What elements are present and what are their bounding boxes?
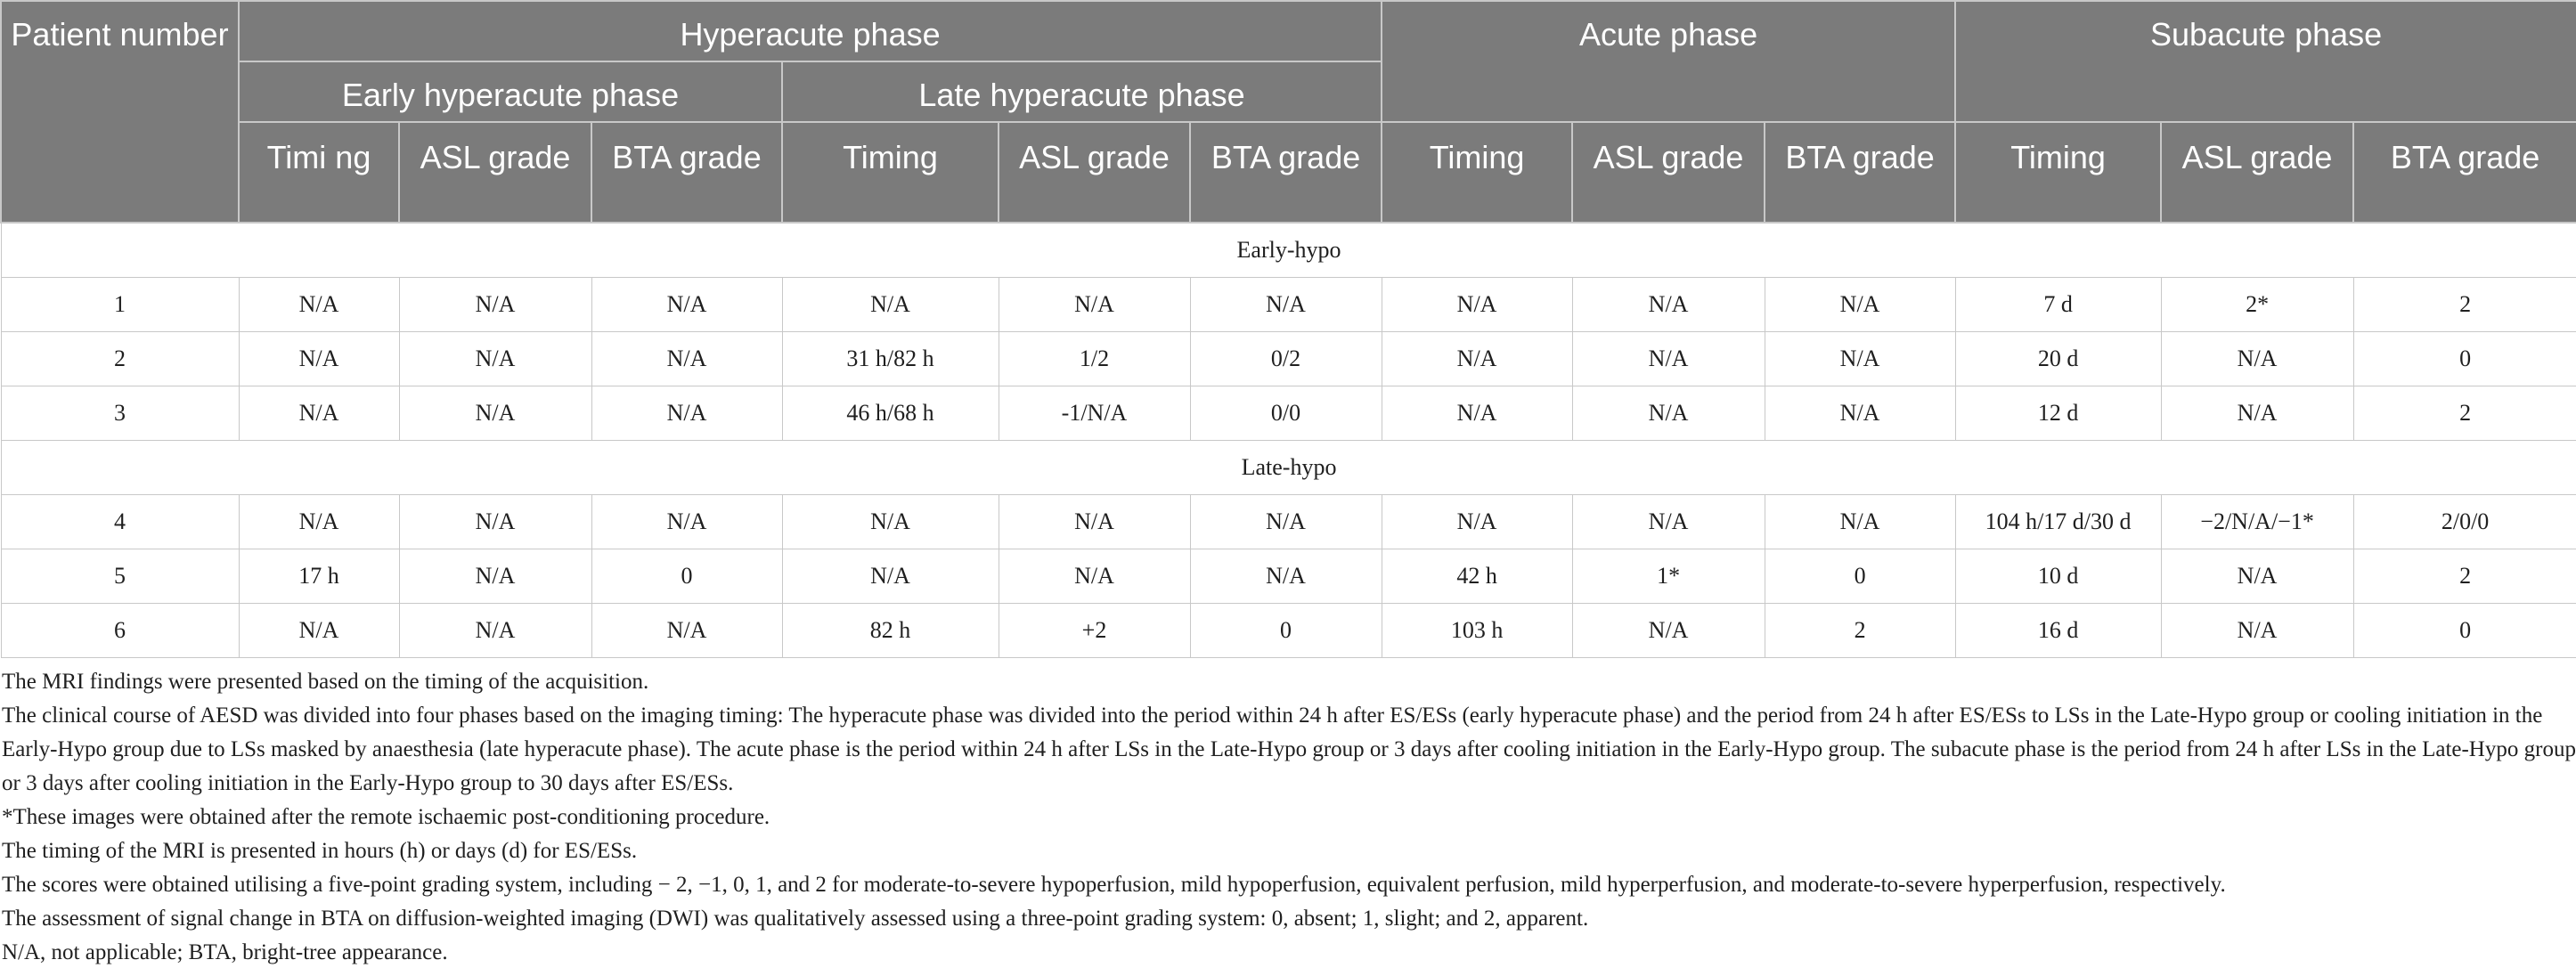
table-cell: 46 h/68 h [782, 386, 999, 441]
late-hyperacute-header: Late hyperacute phase [782, 61, 1382, 122]
table-row [1, 386, 2576, 441]
table-row [1, 278, 2576, 332]
table-cell: N/A [239, 604, 399, 658]
table-cell: 2/0/0 [2353, 495, 2576, 549]
table-cell: N/A [399, 549, 591, 604]
table-cell: 12 d [1955, 386, 2161, 441]
table-cell: N/A [239, 386, 399, 441]
col-header: BTA grade [591, 122, 782, 223]
acute-phase-header: Acute phase [1382, 1, 1955, 122]
table-cell: 1/2 [999, 332, 1190, 386]
table-cell: N/A [999, 278, 1190, 332]
table-cell: N/A [591, 604, 782, 658]
col-header: ASL grade [2161, 122, 2353, 223]
table-row [1, 549, 2576, 604]
footnote: The clinical course of AESD was divided into four phases based on the imaging timing: The hyperacute phase was divided into the period within 24 h after ES/ESs (early hyperacute phase) and the period from 24 h after ES/ESs to LSs in the Late-Hypo group or cooling initiation in the Early-Hypo group due to LSs masked by anaesthesia (late hyperacute phase). The acute phase is the period within 24 h after LSs in the Late-Hypo group or 3 days after cooling initiation in the Early-Hypo group. The subacute phase is the period from 24 h after LSs in the Late-Hypo group or 3 days after cooling initiation in the Early-Hypo group to 30 days after ES/ESs. [2, 704, 2576, 795]
col-header: BTA grade [1190, 122, 1382, 223]
table-cell: 0 [2353, 332, 2576, 386]
patient-id-cell: 2 [1, 332, 239, 386]
table-cell: 0 [2353, 604, 2576, 658]
patient-number-header: Patient number [1, 1, 239, 223]
table-cell: −2/N/A/−1* [2161, 495, 2353, 549]
table-cell: 31 h/82 h [782, 332, 999, 386]
table-cell: N/A [999, 495, 1190, 549]
table-cell: N/A [591, 332, 782, 386]
table-cell: N/A [1765, 278, 1955, 332]
table-cell: 2 [1765, 604, 1955, 658]
table-cell: N/A [1382, 332, 1572, 386]
footnote: The scores were obtained utilising a five-point grading system, including − 2, −1, 0, 1, and 2 for moderate-to-severe hypoperfusion, mild hypoperfusion, equivalent perfusion, mild hyperperfusion, and moderate-to-severe hyperperfusion, respectively. [2, 873, 2226, 897]
group-label: Early-hypo [1, 223, 2576, 278]
table-cell: +2 [999, 604, 1190, 658]
col-header: BTA grade [1765, 122, 1955, 223]
group-row [1, 223, 2576, 278]
patient-id-cell: 5 [1, 549, 239, 604]
table-cell: 42 h [1382, 549, 1572, 604]
table-cell: 2 [2353, 549, 2576, 604]
col-header: BTA grade [2353, 122, 2576, 223]
patient-id-cell: 1 [1, 278, 239, 332]
table-footnotes [0, 658, 2576, 970]
group-label: Late-hypo [1, 441, 2576, 495]
table-cell: N/A [1765, 332, 1955, 386]
table-cell: N/A [239, 332, 399, 386]
table-cell: N/A [1572, 495, 1765, 549]
col-header: Timing [782, 122, 999, 223]
table-cell: N/A [782, 495, 999, 549]
table-cell: 10 d [1955, 549, 2161, 604]
table-cell: 2 [2353, 278, 2576, 332]
table-cell: 82 h [782, 604, 999, 658]
col-header: ASL grade [399, 122, 591, 223]
table-cell: 1* [1572, 549, 1765, 604]
patient-id-cell: 4 [1, 495, 239, 549]
early-hyperacute-header: Early hyperacute phase [239, 61, 782, 122]
table-cell: 0/2 [1190, 332, 1382, 386]
table-cell: N/A [2161, 549, 2353, 604]
table-cell: N/A [782, 278, 999, 332]
table-cell: N/A [2161, 604, 2353, 658]
col-header: ASL grade [1572, 122, 1765, 223]
patient-id-cell: 6 [1, 604, 239, 658]
table-cell: N/A [1382, 386, 1572, 441]
table-cell: 2 [2353, 386, 2576, 441]
col-header: Timing [1955, 122, 2161, 223]
table-cell: N/A [591, 495, 782, 549]
table-cell: N/A [1572, 278, 1765, 332]
col-header: ASL grade [999, 122, 1190, 223]
table-cell: 17 h [239, 549, 399, 604]
table-cell: N/A [399, 332, 591, 386]
footnote: The timing of the MRI is presented in hours (h) or days (d) for ES/ESs. [2, 839, 638, 863]
table-cell: N/A [999, 549, 1190, 604]
table-cell: N/A [1382, 278, 1572, 332]
table-cell: N/A [1382, 495, 1572, 549]
table-cell: N/A [239, 495, 399, 549]
table-cell: N/A [239, 278, 399, 332]
table-cell: 20 d [1955, 332, 2161, 386]
table-cell: N/A [1765, 495, 1955, 549]
table-cell: 2* [2161, 278, 2353, 332]
table-cell: N/A [399, 278, 591, 332]
table-cell: 104 h/17 d/30 d [1955, 495, 2161, 549]
footnote: N/A, not applicable; BTA, bright-tree appearance. [2, 940, 448, 964]
hyperacute-phase-header: Hyperacute phase [239, 1, 1382, 61]
col-header: Timi ng [239, 122, 399, 223]
table-cell: 0 [1765, 549, 1955, 604]
footnote: The MRI findings were presented based on the timing of the acquisition. [2, 670, 649, 694]
table-row [1, 604, 2576, 658]
subacute-phase-header: Subacute phase [1955, 1, 2576, 122]
table-cell: 7 d [1955, 278, 2161, 332]
table-cell: N/A [1190, 278, 1382, 332]
footnote: *These images were obtained after the remote ischaemic post-conditioning procedure. [2, 805, 770, 829]
table-cell: 0/0 [1190, 386, 1382, 441]
table-cell: 0 [1190, 604, 1382, 658]
table-body [1, 223, 2576, 658]
table-cell: 103 h [1382, 604, 1572, 658]
table-cell: N/A [399, 386, 591, 441]
table-cell: N/A [782, 549, 999, 604]
table-cell: N/A [591, 386, 782, 441]
table-cell: N/A [1765, 386, 1955, 441]
table-cell: N/A [2161, 386, 2353, 441]
group-row [1, 441, 2576, 495]
table-cell: N/A [1572, 332, 1765, 386]
patient-id-cell: 3 [1, 386, 239, 441]
table-cell: 16 d [1955, 604, 2161, 658]
table-cell: 0 [591, 549, 782, 604]
footnote: The assessment of signal change in BTA on diffusion-weighted imaging (DWI) was qualitatively assessed using a three-point grading system: 0, absent; 1, slight; and 2, apparent. [2, 907, 1589, 931]
table-cell: N/A [1572, 604, 1765, 658]
table-cell: N/A [399, 604, 591, 658]
table-cell: N/A [2161, 332, 2353, 386]
table-cell: N/A [591, 278, 782, 332]
table-row [1, 332, 2576, 386]
table-cell: -1/N/A [999, 386, 1190, 441]
col-header: Timing [1382, 122, 1572, 223]
table-row [1, 495, 2576, 549]
table-cell: N/A [399, 495, 591, 549]
table-cell: N/A [1190, 495, 1382, 549]
table-cell: N/A [1190, 549, 1382, 604]
table-cell: N/A [1572, 386, 1765, 441]
